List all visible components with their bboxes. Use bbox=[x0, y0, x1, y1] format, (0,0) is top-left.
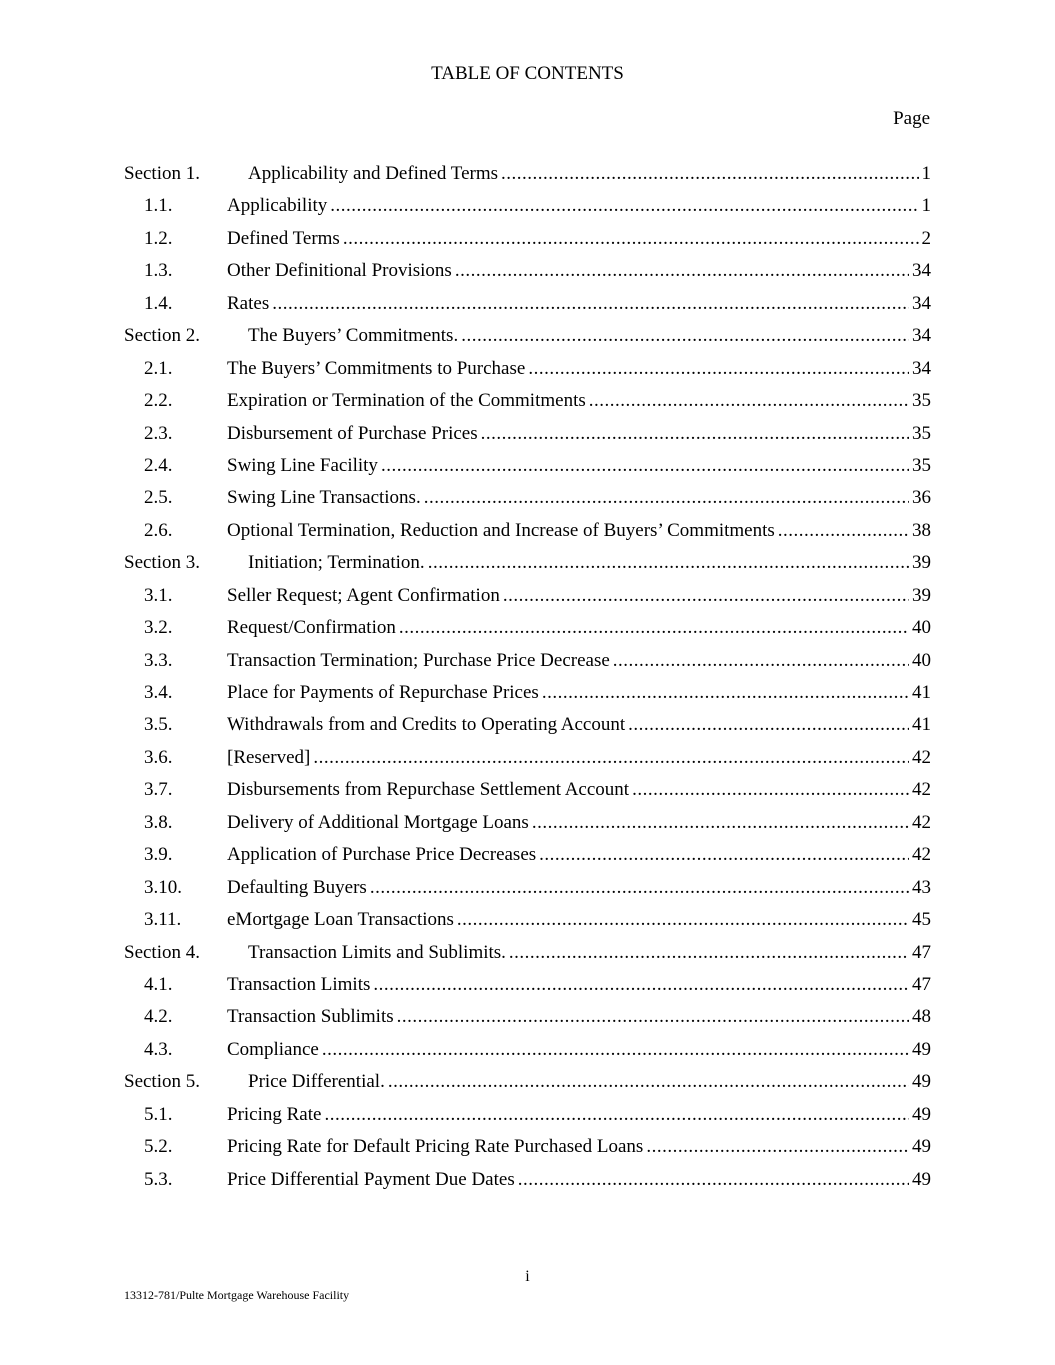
toc-entry-number: 4.3. bbox=[144, 1038, 173, 1060]
toc-subsection-row[interactable] bbox=[124, 194, 931, 226]
toc-entry-page: 49 bbox=[912, 1168, 931, 1190]
toc-entry-number: 1.2. bbox=[144, 227, 173, 249]
dot-leader bbox=[428, 551, 909, 575]
toc-entry-title: Transaction Sublimits bbox=[227, 1006, 394, 1028]
toc-entry-number: Section 3. bbox=[124, 552, 200, 574]
toc-entry-number: 5.3. bbox=[144, 1168, 173, 1190]
toc-subsection-row[interactable] bbox=[124, 454, 931, 486]
toc-subsection-row[interactable] bbox=[124, 876, 931, 908]
toc-entry-number: 2.5. bbox=[144, 487, 173, 509]
toc-entry-page: 49 bbox=[912, 1136, 931, 1158]
toc-entry-title: Disbursement of Purchase Prices bbox=[227, 422, 478, 444]
dot-leader bbox=[381, 454, 909, 478]
page-column-label: Page bbox=[893, 108, 930, 129]
toc-subsection-row[interactable] bbox=[124, 746, 931, 778]
toc-entry-title: Disbursements from Repurchase Settlement Account bbox=[227, 779, 630, 801]
toc-entry-number: 3.6. bbox=[144, 746, 173, 768]
toc-entry-title: Pricing Rate bbox=[227, 1103, 322, 1125]
toc-entry-page: 34 bbox=[912, 260, 931, 282]
toc-entry-page: 35 bbox=[912, 390, 931, 412]
toc-subsection-row[interactable] bbox=[124, 1005, 931, 1037]
dot-leader bbox=[457, 908, 909, 932]
dot-leader bbox=[313, 746, 909, 770]
dot-leader bbox=[481, 422, 909, 446]
toc-section-row[interactable] bbox=[124, 1070, 931, 1102]
toc-subsection-row[interactable] bbox=[124, 259, 931, 291]
dot-leader bbox=[330, 194, 918, 218]
table-of-contents bbox=[124, 162, 931, 1200]
toc-entry-page: 39 bbox=[912, 584, 931, 606]
dot-leader bbox=[532, 811, 909, 835]
toc-entry-title: Swing Line Facility bbox=[227, 454, 378, 476]
dot-leader bbox=[509, 941, 909, 965]
toc-entry-page: 42 bbox=[912, 844, 931, 866]
toc-entry-number: 2.4. bbox=[144, 454, 173, 476]
toc-entry-title: Applicability bbox=[227, 195, 328, 217]
toc-entry-number: 1.4. bbox=[144, 292, 173, 314]
toc-subsection-row[interactable] bbox=[124, 713, 931, 745]
toc-entry-title: Application of Purchase Price Decreases bbox=[227, 844, 537, 866]
toc-entry-title: Optional Termination, Reduction and Increase of Buyers’ Commitments bbox=[227, 519, 775, 541]
toc-entry-number: 2.1. bbox=[144, 357, 173, 379]
toc-entry-title: Compliance bbox=[227, 1038, 319, 1060]
toc-subsection-row[interactable] bbox=[124, 584, 931, 616]
toc-entry-title: Transaction Termination; Purchase Price Decrease bbox=[227, 649, 610, 671]
toc-entry-page: 34 bbox=[912, 292, 931, 314]
toc-entry-number: 4.1. bbox=[144, 973, 173, 995]
toc-entry-page: 2 bbox=[921, 227, 931, 249]
toc-entry-number: Section 5. bbox=[124, 1071, 200, 1093]
toc-subsection-row[interactable] bbox=[124, 227, 931, 259]
toc-entry-number: 5.1. bbox=[144, 1103, 173, 1125]
toc-subsection-row[interactable] bbox=[124, 973, 931, 1005]
dot-leader bbox=[388, 1070, 909, 1094]
toc-entry-title: Transaction Limits and Sublimits. bbox=[248, 941, 506, 963]
toc-entry-number: 3.5. bbox=[144, 714, 173, 736]
toc-entry-title: Place for Payments of Repurchase Prices bbox=[227, 682, 539, 703]
dot-leader bbox=[542, 681, 909, 705]
toc-section-row[interactable] bbox=[124, 551, 931, 583]
toc-entry-number: Section 4. bbox=[124, 941, 200, 963]
toc-entry-page: 48 bbox=[912, 1006, 931, 1028]
toc-entry-title: Transaction Limits bbox=[227, 973, 371, 995]
dot-leader bbox=[424, 486, 909, 510]
toc-entry-title: Other Definitional Provisions bbox=[227, 260, 452, 282]
toc-section-row[interactable] bbox=[124, 941, 931, 973]
dot-leader bbox=[324, 1103, 909, 1127]
toc-entry-number: 3.8. bbox=[144, 811, 173, 833]
toc-entry-number: 4.2. bbox=[144, 1006, 173, 1028]
toc-entry-title: Applicability and Defined Terms bbox=[248, 163, 499, 184]
toc-entry-title: The Buyers’ Commitments to Purchase bbox=[227, 357, 526, 379]
toc-entry-title: Defaulting Buyers bbox=[227, 876, 367, 898]
dot-leader bbox=[528, 357, 909, 381]
toc-subsection-row[interactable] bbox=[124, 908, 931, 940]
dot-leader bbox=[397, 1005, 909, 1029]
dot-leader bbox=[455, 259, 909, 283]
toc-entry-page: 42 bbox=[912, 746, 931, 768]
dot-leader bbox=[646, 1135, 909, 1159]
toc-entry-page: 35 bbox=[912, 422, 931, 444]
toc-entry-page: 49 bbox=[912, 1038, 931, 1060]
toc-entry-title: Withdrawals from and Credits to Operating Account bbox=[227, 714, 626, 736]
toc-entry-page: 39 bbox=[912, 552, 931, 574]
toc-entry-title: Seller Request; Agent Confirmation bbox=[227, 584, 500, 606]
toc-entry-number: 2.6. bbox=[144, 519, 173, 541]
toc-subsection-row[interactable] bbox=[124, 486, 931, 518]
toc-entry-page: 35 bbox=[912, 454, 931, 476]
toc-subsection-row[interactable] bbox=[124, 1103, 931, 1135]
toc-entry-title: Rates bbox=[227, 292, 270, 314]
toc-entry-page: 41 bbox=[912, 682, 931, 703]
toc-entry-number: 2.2. bbox=[144, 390, 173, 412]
toc-heading: TABLE OF CONTENTS bbox=[431, 63, 624, 84]
dot-leader bbox=[632, 778, 909, 802]
toc-entry-title: Price Differential. bbox=[248, 1071, 385, 1093]
toc-entry-number: 2.3. bbox=[144, 422, 173, 444]
toc-entry-title: eMortgage Loan Transactions bbox=[227, 909, 454, 931]
toc-entry-title: The Buyers’ Commitments. bbox=[248, 325, 459, 347]
toc-subsection-row[interactable] bbox=[124, 422, 931, 454]
dot-leader bbox=[343, 227, 919, 251]
toc-entry-number: 1.1. bbox=[144, 195, 173, 217]
footer-document-id: 13312-781/Pulte Mortgage Warehouse Facility bbox=[124, 1288, 350, 1302]
dot-leader bbox=[539, 843, 909, 867]
toc-subsection-row[interactable] bbox=[124, 649, 931, 681]
toc-entry-title: Pricing Rate for Default Pricing Rate Purchased Loans bbox=[227, 1136, 644, 1158]
toc-subsection-row[interactable] bbox=[124, 811, 931, 843]
toc-subsection-row[interactable] bbox=[124, 292, 931, 324]
toc-entry-number: Section 1. bbox=[124, 163, 200, 184]
dot-leader bbox=[373, 973, 909, 997]
toc-entry-number: 3.9. bbox=[144, 844, 173, 866]
toc-subsection-row[interactable] bbox=[124, 519, 931, 551]
toc-entry-number: 3.4. bbox=[144, 682, 173, 703]
toc-entry-number: Section 2. bbox=[124, 325, 200, 347]
toc-entry-number: 5.2. bbox=[144, 1136, 173, 1158]
toc-entry-title: Swing Line Transactions. bbox=[227, 487, 421, 509]
toc-entry-page: 36 bbox=[912, 487, 931, 509]
toc-entry-page: 1 bbox=[921, 195, 931, 217]
toc-entry-title: Price Differential Payment Due Dates bbox=[227, 1168, 515, 1190]
toc-section-row[interactable] bbox=[124, 162, 931, 194]
toc-entry-title: Initiation; Termination. bbox=[248, 552, 425, 574]
toc-entry-page: 38 bbox=[912, 519, 931, 541]
dot-leader bbox=[370, 876, 909, 900]
dot-leader bbox=[589, 389, 909, 413]
toc-entry-page: 34 bbox=[912, 325, 931, 347]
toc-entry-page: 34 bbox=[912, 357, 931, 379]
dot-leader bbox=[518, 1168, 909, 1192]
toc-entry-page: 40 bbox=[912, 649, 931, 671]
toc-subsection-row[interactable] bbox=[124, 843, 931, 875]
dot-leader bbox=[272, 292, 909, 316]
toc-entry-page: 49 bbox=[912, 1103, 931, 1125]
dot-leader bbox=[501, 162, 918, 186]
toc-entry-number: 1.3. bbox=[144, 260, 173, 282]
dot-leader bbox=[628, 713, 909, 737]
toc-entry-page: 47 bbox=[912, 973, 931, 995]
toc-entry-number: 3.7. bbox=[144, 779, 173, 801]
toc-subsection-row[interactable] bbox=[124, 616, 931, 648]
toc-entry-page: 42 bbox=[912, 811, 931, 833]
toc-section-row[interactable] bbox=[124, 324, 931, 356]
toc-entry-title: Request/Confirmation bbox=[227, 617, 396, 639]
toc-entry-number: 3.11. bbox=[144, 909, 182, 931]
toc-subsection-row[interactable] bbox=[124, 681, 931, 713]
footer-page-number: i bbox=[525, 1268, 530, 1285]
toc-entry-number: 3.10. bbox=[144, 876, 182, 898]
toc-entry-number: 3.2. bbox=[144, 617, 173, 639]
toc-entry-title: Defined Terms bbox=[227, 227, 340, 249]
toc-entry-page: 42 bbox=[912, 779, 931, 801]
toc-subsection-row[interactable] bbox=[124, 778, 931, 810]
toc-entry-page: 47 bbox=[912, 941, 931, 963]
toc-entry-page: 43 bbox=[912, 876, 931, 898]
toc-entry-title: Delivery of Additional Mortgage Loans bbox=[227, 811, 529, 833]
toc-entry-title: Expiration or Termination of the Commitments bbox=[227, 390, 586, 412]
dot-leader bbox=[503, 584, 909, 608]
toc-subsection-row[interactable] bbox=[124, 1168, 931, 1200]
dot-leader bbox=[778, 519, 909, 543]
toc-subsection-row[interactable] bbox=[124, 389, 931, 421]
toc-entry-page: 49 bbox=[912, 1071, 931, 1093]
dot-leader bbox=[613, 649, 909, 673]
toc-entry-page: 41 bbox=[912, 714, 931, 736]
toc-entry-title: [Reserved] bbox=[227, 746, 311, 768]
toc-subsection-row[interactable] bbox=[124, 357, 931, 389]
toc-subsection-row[interactable] bbox=[124, 1135, 931, 1167]
dot-leader bbox=[322, 1038, 909, 1062]
toc-subsection-row[interactable] bbox=[124, 1038, 931, 1070]
toc-entry-page: 40 bbox=[912, 617, 931, 639]
dot-leader bbox=[461, 324, 909, 348]
toc-entry-page: 45 bbox=[912, 909, 931, 931]
toc-entry-number: 3.1. bbox=[144, 584, 173, 606]
dot-leader bbox=[399, 616, 909, 640]
toc-entry-page: 1 bbox=[921, 163, 931, 184]
toc-entry-number: 3.3. bbox=[144, 649, 173, 671]
